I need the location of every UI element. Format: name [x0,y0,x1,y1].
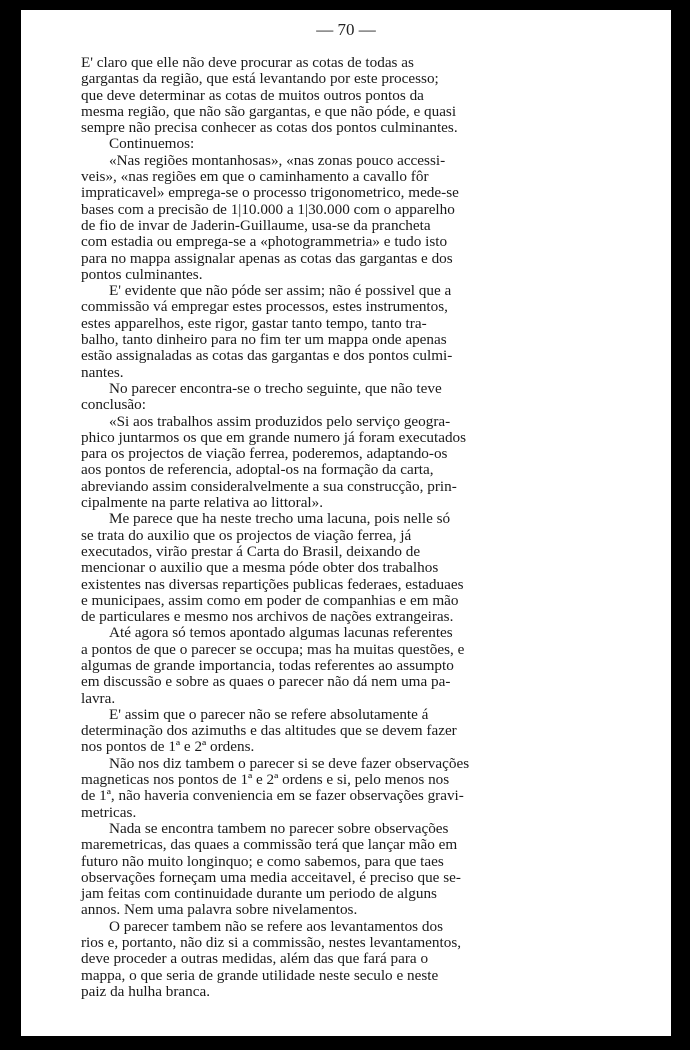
text-line: algumas de grande importancia, todas referentes ao assumpto [81,656,454,674]
text-line: pontos culminantes. [81,265,203,283]
paragraph [81,381,627,414]
text-line: Continuemos: [109,135,195,153]
text-line: a pontos de que o parecer se occupa; mas ha muitas questões, e [81,640,465,658]
paragraph [81,511,627,625]
text-line: estes apparelhos, este rigor, gastar tanto tempo, tanto tra- [81,314,427,332]
paragraph [81,55,627,136]
text-line: para no mappa assignalar apenas as cotas das gargantas e dos [81,249,453,267]
text-line: de fio de invar de Jaderin-Guillaume, usa-se da prancheta [81,216,431,234]
text-line: E' evidente que não póde ser assim; não é possivel que a [109,282,452,300]
text-line: paiz da hulha branca. [81,982,211,1000]
text-line: bases com a precisão de 1|10.000 a 1|30.000 com o apparelho [81,200,455,218]
text-line: jam feitas com continuidade durante um periodo de alguns [81,885,437,903]
text-line: executados, virão prestar á Carta do Brasil, deixando de [81,542,421,560]
text-line: de 1ª, não haveria conveniencia em se fazer observações gravi- [81,787,464,805]
text-line: gargantas da região, que está levantando por este processo; [81,70,439,88]
text-line: magneticas nos pontos de 1ª e 2ª ordens e si, pelo menos nos [81,771,450,789]
text-line: cipalmente na parte relativa ao littoral». [81,494,324,512]
text-line: mencionar o auxilio que a mesma póde obter dos trabalhos [81,559,439,577]
text-line: de particulares e mesmo nos archivos de nações extrangeiras. [81,608,454,626]
text-line: Me parece que ha neste trecho uma lacuna, pois nelle só [109,510,451,528]
text-line: nos pontos de 1ª e 2ª ordens. [81,738,255,756]
text-line: veis», «nas regiões em que o caminhamento a cavallo fôr [81,168,429,186]
text-line: Até agora só temos apontado algumas lacunas referentes [109,624,453,642]
text-line: que deve determinar as cotas de muitos outros pontos da [81,86,424,104]
text-line: sempre não precisa conhecer as cotas dos pontos culminantes. [81,119,458,137]
text-line: E' claro que elle não deve procurar as cotas de todas as [81,54,414,71]
text-line: futuro não muito longinquo; e como sabemos, para que taes [81,852,444,870]
text-line: abreviando assim consideralvelmente a sua construcção, prin- [81,477,457,495]
text-line: balho, tanto dinheiro para no fim ter um mappa onde apenas [81,331,447,349]
text-line: nantes. [81,363,124,381]
paragraph [81,821,627,919]
paragraph [81,414,627,512]
text-line: commissão vá empregar estes processos, estes instrumentos, [81,298,448,316]
text-line: deve proceder a outras medidas, além das que fará para o [81,950,429,968]
paragraph [81,707,627,756]
text-line: No parecer encontra-se o trecho seguinte, que não teve [109,379,442,397]
paragraph [81,756,627,821]
text-line: mappa, o que seria de grande utilidade neste seculo e neste [81,966,439,984]
text-line: annos. Nem uma palavra sobre nivelamentos. [81,901,358,919]
text-line: mesma região, que não são gargantas, e que não póde, e quasi [81,102,457,120]
text-line: rios e, portanto, não diz si a commissão, nestes levantamentos, [81,934,462,952]
text-line: «Si aos trabalhos assim produzidos pelo serviço geogra- [109,412,451,430]
text-line: se trata do auxilio que os projectos de viação ferrea, já [81,526,412,544]
page-number: — 70 — [316,20,376,39]
body-text [81,55,627,1000]
text-line: e municipaes, assim como em poder de companhias e em mão [81,591,459,609]
text-line: impraticavel» emprega-se o processo trigonometrico, mede-se [81,184,459,202]
text-line: O parecer tambem não se refere aos levantamentos dos [109,917,443,935]
text-line: metricas. [81,803,137,821]
paragraph [81,625,627,706]
paragraph [81,283,627,381]
text-line: com estadia ou emprega-se a «photogrammetria» e tudo isto [81,233,448,251]
text-line: determinação dos azimuths e das altitudes que se devem fazer [81,722,457,740]
page [21,10,671,1036]
text-line: Nada se encontra tambem no parecer sobre observações [109,819,449,837]
text-line: maremetricas, das quaes a commissão terá que lançar mão em [81,836,458,854]
text-line: phico juntarmos os que em grande numero já foram executados [81,428,467,446]
text-line: estão assignaladas as cotas das gargantas e dos pontos culmi- [81,347,453,365]
text-line: observações forneçam uma media acceitavel, é preciso que se- [81,868,461,886]
text-line: E' assim que o parecer não se refere absolutamente á [109,705,429,723]
paragraph [81,919,627,1000]
text-line: em discussão e sobre as quaes o parecer não dá nem uma pa- [81,673,451,691]
text-line: conclusão: [81,396,146,414]
paragraph [81,153,627,283]
text-line: existentes nas diversas repartições publicas federaes, estaduaes [81,575,464,593]
text-line: lavra. [81,689,116,707]
text-line: para os projectos de viação ferrea, poderemos, adaptando-os [81,445,448,463]
text-line: Não nos diz tambem o parecer si se deve fazer observações [109,754,470,772]
paragraph [81,136,627,152]
text-line: «Nas regiões montanhosas», «nas zonas pouco accessi- [109,151,446,169]
text-line: aos pontos de referencia, adoptal-os na formação da carta, [81,461,434,479]
